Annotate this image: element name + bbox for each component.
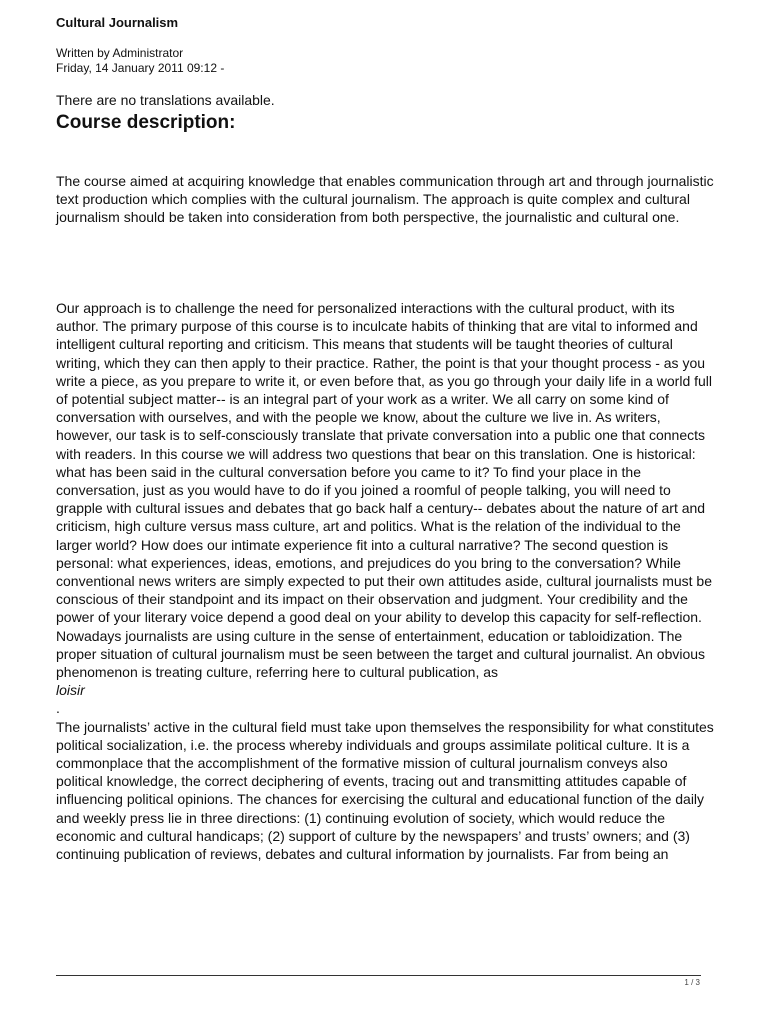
paragraph-political: The journalists’ active in the cultural field must take upon themselves the responsibility for what constitutes political socialization, i.e. the process whereby individuals and groups assimilate political culture. It is a commonplace that the accomplishment of the formative mission of cultural journalism conveys also political knowledge, the correct deciphering of events, tracing out and transmitting attitudes capable of influencing political opinions. The chances for exercising the cultural and educational function of the daily and weekly press lie in three directions: (1) continuing evolution of society, which would reduce the economic and cultural handicaps; (2) support of culture by the newspapers’ and trusts’ owners; and (3) continuing publication of reviews, debates and cultural information by journalists. Far from being an [56, 718, 714, 863]
page-number: 1 / 3 [684, 978, 700, 987]
article-header-block [56, 91, 716, 135]
date-line: Friday, 14 January 2011 09:12 - [56, 61, 225, 75]
footer-divider [56, 975, 701, 976]
paragraph-approach: Our approach is to challenge the need for personalized interactions with the cultural product, with its author. The primary purpose of this course is to inculcate habits of thinking that are vital to informed and intelligent cultural reporting and criticism. This means that students will be taught theories of cultural writing, which they can then apply to their practice. Rather, the point is that your thought process - as you write a piece, as you prepare to write it, or even before that, as you go through your daily life in a world full of potential subject matter-- is an integral part of your work as a writer. We all carry on some kind of conversation with ourselves, and with the people we know, about the culture we live in. As writers, however, our task is to self-consciously translate that private conversation into a public one that connects with readers. In this course we will address two questions that bear on this translation. One is historical: what has been said in the cultural conversation before you came to it? To find your place in the conversation, just as you would have to do if you joined a roomful of people talking, you will need to grapple with cultural issues and debates that go back half a century-- debates about the nature of art and criticism, high culture versus mass culture, art and politics. What is the relation of the individual to the larger world? How does our intimate experience fit into a cultural narrative? The second question is personal: what experiences, ideas, emotions, and prejudices do you bring to the conversation? While conventional news writers are simply expected to put their own attitudes aside, cultural journalists must be conscious of their standpoint and its impact on their observation and judgment. Your credibility and the power of your literary voice depend a good deal on your ability to develop this capacity for self-reflection. Nowadays journalists are using culture in the sense of entertainment, education or tabloidization. The proper situation of cultural journalism must be seen between the target and cultural journalist. An obvious phenomenon is treating culture, referring here to cultural publication, as [56, 300, 713, 681]
period-mark: . [56, 700, 60, 717]
page-header [56, 14, 178, 32]
article-meta [56, 46, 224, 76]
paragraph-intro: The course aimed at acquiring knowledge that enables communication through art and through journalistic text production which complies with the cultural journalism. The approach is quite complex and cultural journalism should be taken into consideration from both perspective, the journalistic and cultural one. [56, 173, 714, 226]
italic-term: loisir [56, 682, 85, 699]
section-heading: Course description: [56, 112, 236, 133]
paragraph-approach-block [56, 299, 716, 863]
author-line: Written by Administrator [56, 46, 184, 60]
translation-notice: There are no translations available. [56, 92, 275, 108]
document-title: Cultural Journalism [56, 15, 179, 30]
